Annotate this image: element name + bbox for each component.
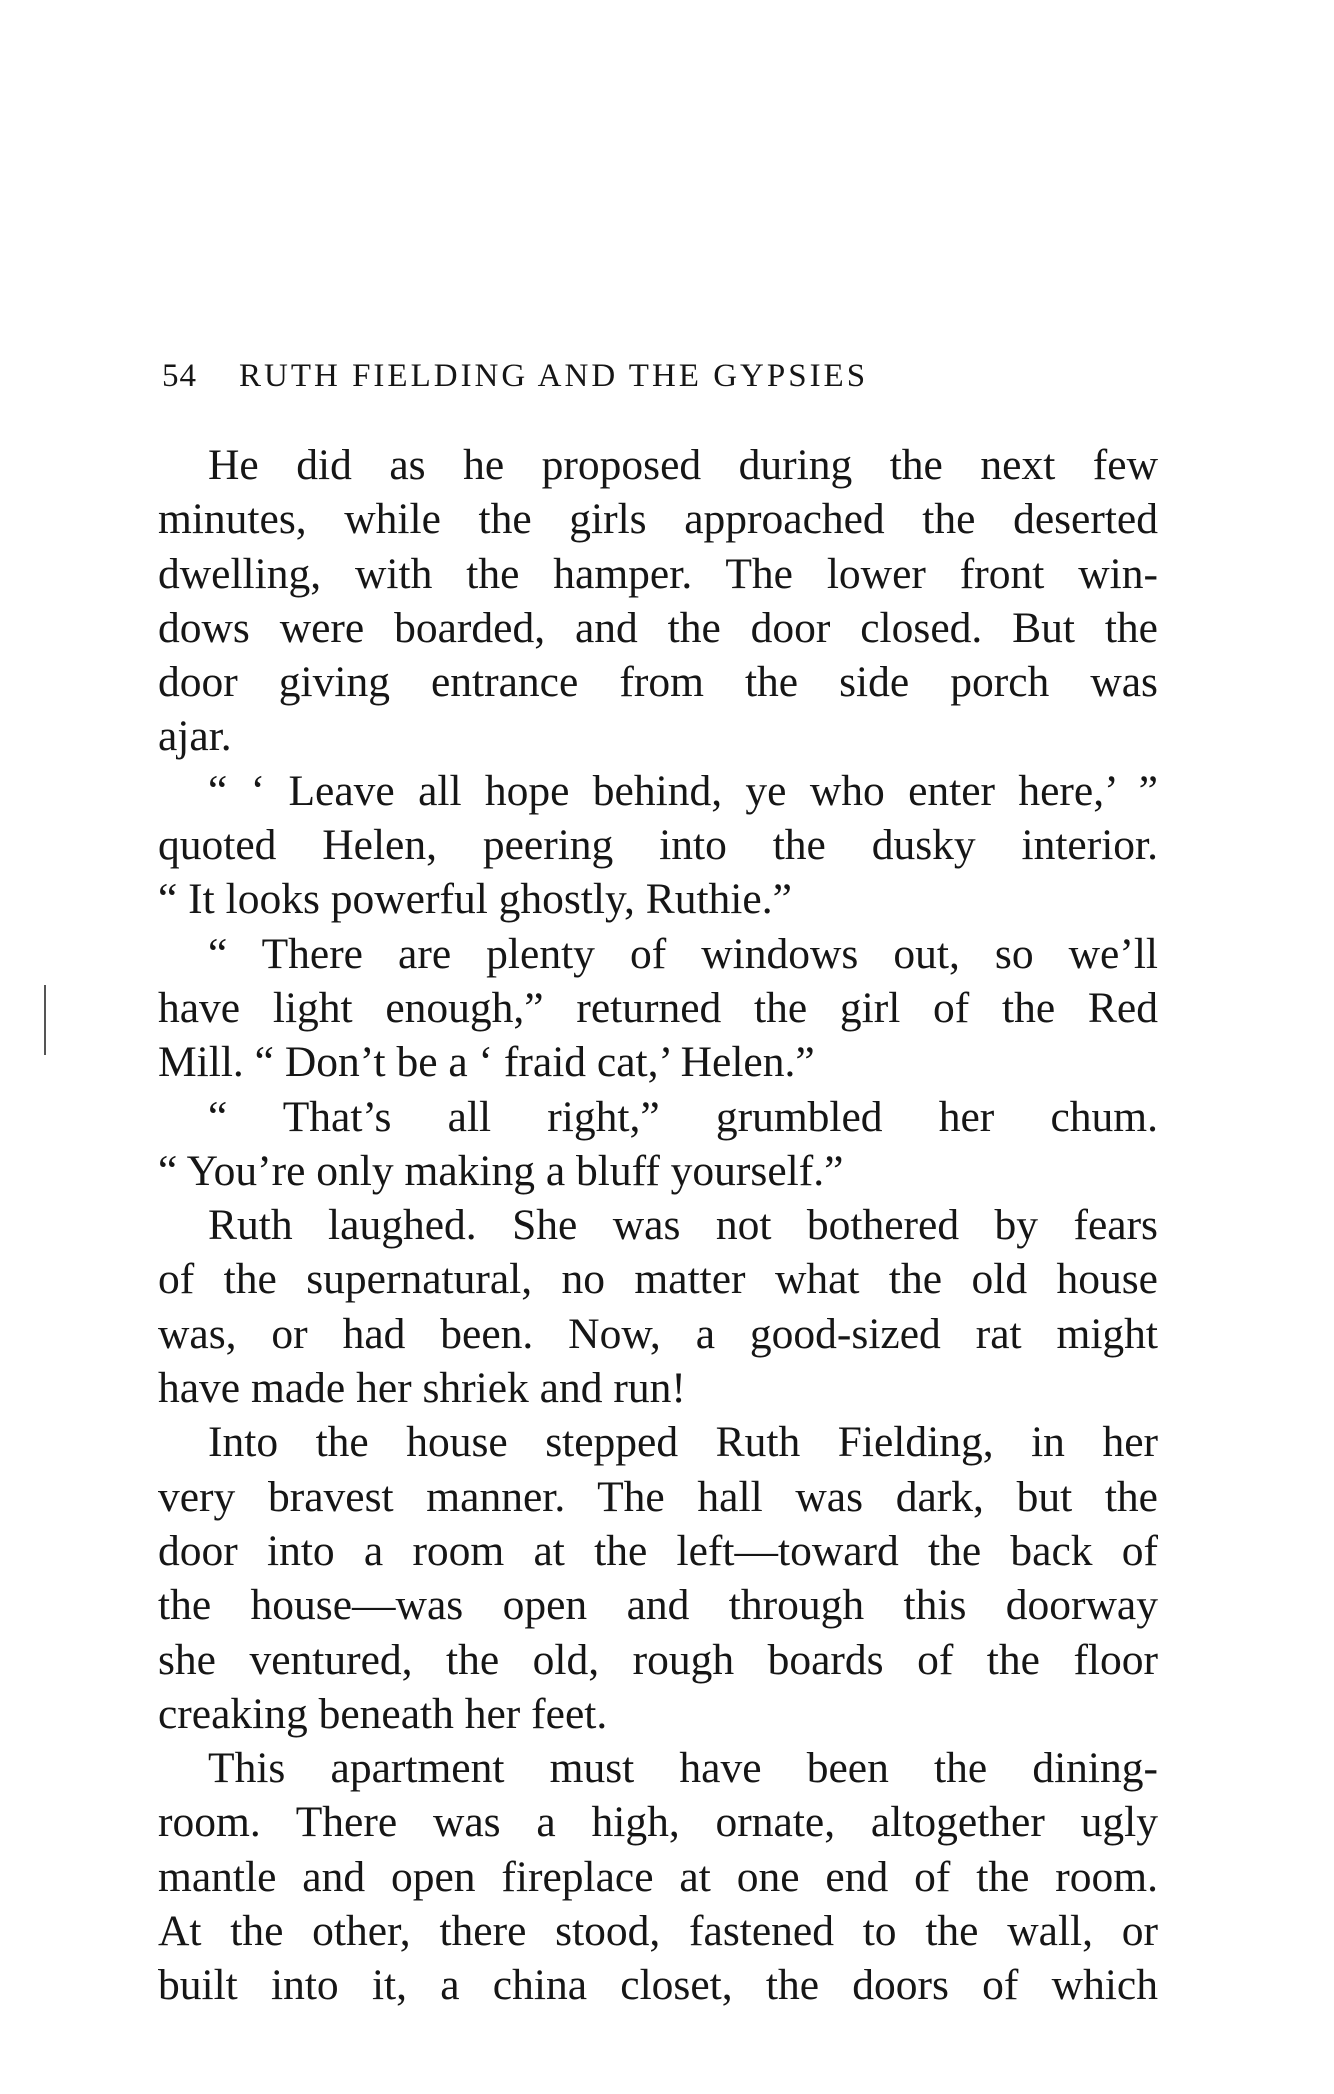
text-line: He did as he proposed during the next few: [208, 441, 1158, 489]
text-line: dwelling, with the hamper. The lower front win-: [158, 549, 1158, 598]
text-line: Into the house stepped Ruth Fielding, in her: [208, 1418, 1158, 1467]
text-line: door giving entrance from the side porch was: [158, 658, 1158, 707]
text-line: minutes, while the girls approached the deserted: [158, 495, 1158, 544]
text-line: This apartment must have been the dining-: [208, 1744, 1158, 1793]
margin-mark: [44, 985, 46, 1055]
text-line: the house—was open and through this doorway: [158, 1581, 1158, 1630]
page-header: [162, 352, 1162, 400]
text-line: was, or had been. Now, a good-sized rat might: [158, 1309, 1158, 1358]
body-text: [158, 438, 1158, 2013]
text-line: mantle and open fireplace at one end of the room.: [158, 1852, 1158, 1901]
text-line: of the supernatural, no matter what the old house: [158, 1255, 1158, 1304]
text-line: room. There was a high, ornate, altogether ugly: [158, 1798, 1158, 1847]
text-line: Ruth laughed. She was not bothered by fears: [208, 1201, 1158, 1250]
text-line: creaking beneath her feet.: [158, 1689, 608, 1738]
text-line: “ You’re only making a bluff yourself.”: [158, 1146, 844, 1195]
text-line: Mill. “ Don’t be a ‘ fraid cat,’ Helen.”: [158, 1038, 815, 1087]
text-line: “ That’s all right,” grumbled her chum.: [208, 1092, 1158, 1141]
text-line: quoted Helen, peering into the dusky interior.: [158, 821, 1158, 870]
text-line: she ventured, the old, rough boards of the floor: [158, 1635, 1158, 1684]
text-line: “ It looks powerful ghostly, Ruthie.”: [158, 875, 792, 924]
text-line: “ There are plenty of windows out, so we’ll: [208, 929, 1158, 978]
running-title: RUTH FIELDING AND THE GYPSIES: [239, 358, 869, 394]
text-line: have light enough,” returned the girl of the Red: [158, 983, 1158, 1032]
text-line: ajar.: [158, 712, 232, 761]
text-line: have made her shriek and run!: [158, 1364, 686, 1413]
text-line: “ ‘ Leave all hope behind, ye who enter here,’ ”: [208, 766, 1158, 815]
text-line: built into it, a china closet, the doors of which: [158, 1961, 1158, 2010]
text-line: door into a room at the left—toward the back of: [158, 1526, 1158, 1575]
text-line: dows were boarded, and the door closed. But the: [158, 603, 1158, 652]
text-line: At the other, there stood, fastened to the wall, or: [158, 1907, 1158, 1956]
text-line: very bravest manner. The hall was dark, but the: [158, 1472, 1158, 1521]
page-number: 54: [162, 358, 197, 394]
